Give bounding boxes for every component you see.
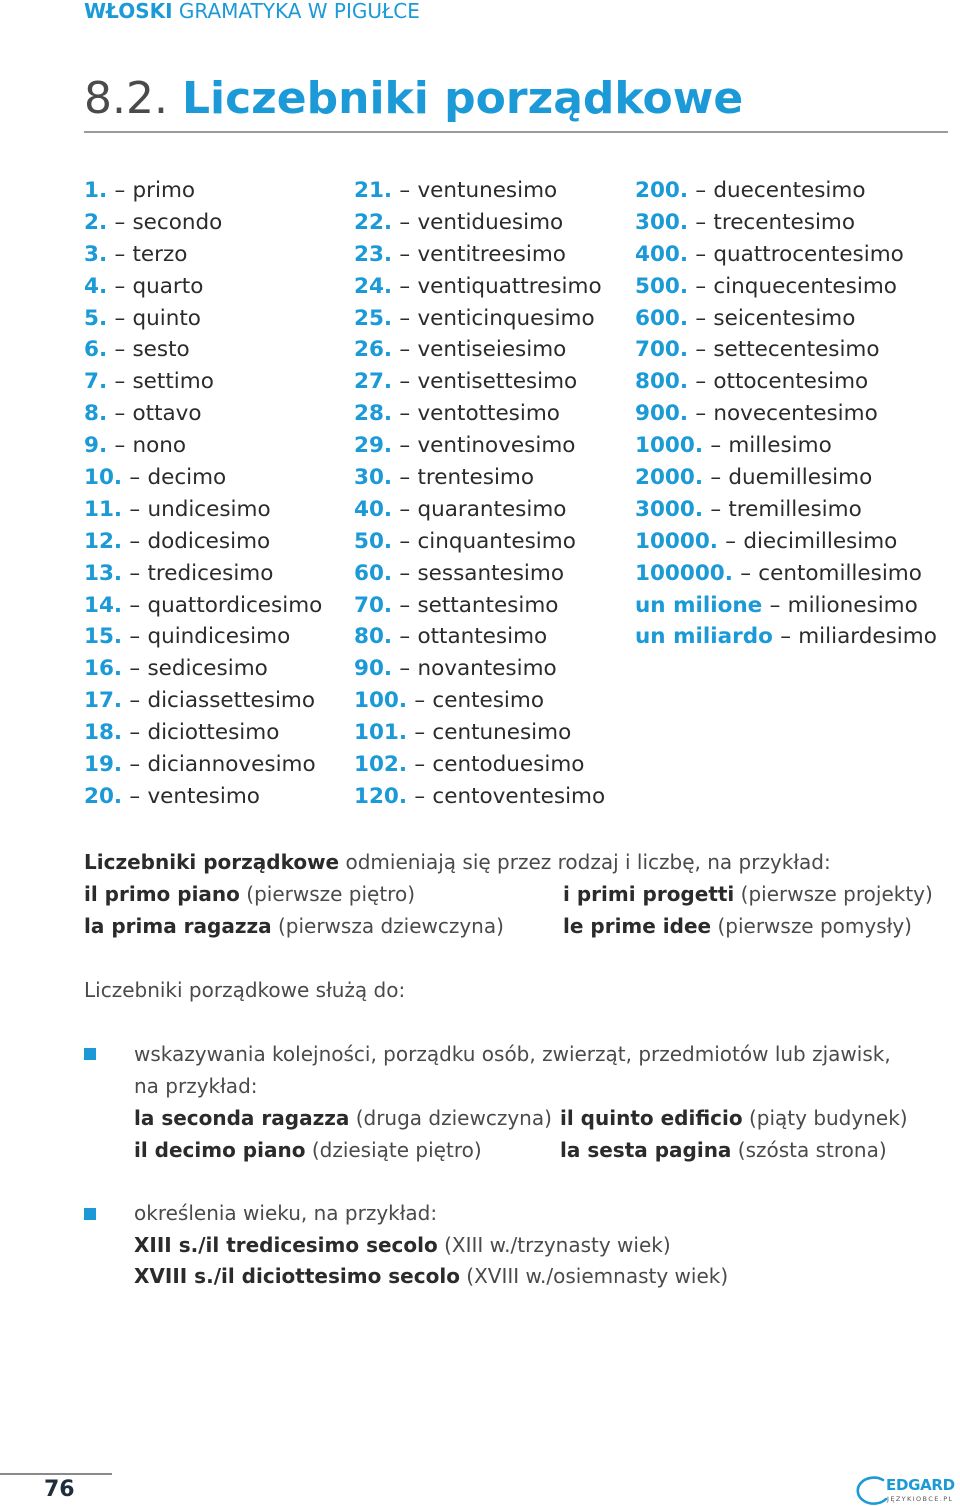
ordinal-row xyxy=(354,717,605,749)
ordinal-dash: – xyxy=(414,752,426,778)
example-polish: (dziesiąte piętro) xyxy=(311,1138,482,1162)
example-italian: la sesta pagina xyxy=(560,1138,732,1162)
ordinal-row xyxy=(354,239,605,271)
ordinal-word: settecentesimo xyxy=(713,337,880,363)
ordinal-row xyxy=(635,271,937,303)
ordinal-column-3 xyxy=(635,175,937,653)
square-bullet-icon xyxy=(84,1208,96,1220)
ordinal-dash: – xyxy=(695,273,707,299)
ordinal-word: cinquantesimo xyxy=(417,528,576,554)
ordinal-word: ventinovesimo xyxy=(417,433,576,459)
ordinal-word: milionesimo xyxy=(787,592,918,618)
ordinal-dash: – xyxy=(129,624,141,650)
usage-intro: Liczebniki porządkowe służą do: xyxy=(84,978,406,1002)
ordinal-number: 8. xyxy=(84,401,108,427)
footer-divider xyxy=(0,1473,112,1475)
ordinal-row xyxy=(635,462,937,494)
ordinal-dash: – xyxy=(399,433,411,459)
ordinal-number: 4. xyxy=(84,273,108,299)
ordinal-row xyxy=(84,398,322,430)
ordinal-word: ottocentesimo xyxy=(713,369,869,395)
example xyxy=(134,1261,728,1293)
ordinal-dash: – xyxy=(114,433,126,459)
ordinal-dash: – xyxy=(695,401,707,427)
ordinal-number: 15. xyxy=(84,624,123,650)
ordinal-number: 3. xyxy=(84,241,108,267)
ordinal-number: 21. xyxy=(354,178,393,203)
ordinal-number: 2000. xyxy=(635,465,704,491)
publisher-logo xyxy=(850,1475,960,1506)
ordinal-row xyxy=(635,398,937,430)
ordinal-number: 3000. xyxy=(635,496,704,522)
ordinal-dash: – xyxy=(129,656,141,682)
ordinal-dash: – xyxy=(399,241,411,267)
example xyxy=(560,1102,908,1134)
ordinal-number: 18. xyxy=(84,720,123,746)
ordinal-dash: – xyxy=(129,720,141,746)
ordinal-number: 7. xyxy=(84,369,108,395)
ordinal-word: ventesimo xyxy=(147,783,260,809)
example-polish: (pierwsza dziewczyna) xyxy=(277,914,504,938)
example-italian: il decimo piano xyxy=(134,1138,306,1162)
ordinal-row xyxy=(354,398,605,430)
ordinal-dash: – xyxy=(114,209,126,235)
ordinal-row xyxy=(354,366,605,398)
ordinal-word: centoventesimo xyxy=(432,783,606,809)
intro-text: odmieniają się przez rodzaj i liczbę, na przykład: xyxy=(345,850,831,874)
ordinal-dash: – xyxy=(399,592,411,618)
ordinal-number: 16. xyxy=(84,656,123,682)
ordinal-word: settimo xyxy=(132,369,214,395)
ordinal-row xyxy=(635,207,937,239)
ordinal-dash: – xyxy=(710,465,722,491)
ordinal-row xyxy=(84,749,322,781)
declension-intro xyxy=(84,846,933,878)
chapter-number: 8.2. xyxy=(84,73,168,124)
intro-term: Liczebniki porządkowe xyxy=(84,850,340,874)
ordinal-row xyxy=(354,303,605,335)
ordinal-number: 300. xyxy=(635,209,689,235)
ordinal-row xyxy=(635,621,937,653)
ordinal-dash: – xyxy=(780,624,791,650)
ordinal-word: ventiquattresimo xyxy=(417,273,602,299)
ordinal-number: 100000. xyxy=(635,560,733,586)
ordinal-row xyxy=(84,366,322,398)
bullet-body xyxy=(134,1198,728,1293)
running-header xyxy=(84,0,420,23)
ordinal-dash: – xyxy=(114,369,126,395)
ordinal-row xyxy=(84,590,322,622)
ordinal-word: tredicesimo xyxy=(147,560,274,586)
page-number: 76 xyxy=(44,1477,75,1502)
ordinal-number: un miliardo xyxy=(635,624,773,650)
ordinal-dash: – xyxy=(129,528,141,554)
ordinal-row xyxy=(354,175,605,207)
ordinal-number: 400. xyxy=(635,241,689,267)
ordinal-word: ottavo xyxy=(132,401,202,427)
ordinal-row xyxy=(84,462,322,494)
ordinal-number: 9. xyxy=(84,433,108,459)
example-italian: XIII s./il tredicesimo secolo xyxy=(134,1232,438,1257)
ordinal-word: nono xyxy=(132,433,187,459)
ordinal-word: ventiduesimo xyxy=(417,209,564,235)
ordinal-number: 900. xyxy=(635,401,689,427)
ordinal-row xyxy=(84,239,322,271)
ordinal-dash: – xyxy=(114,241,126,267)
ordinal-word: ventiseiesimo xyxy=(417,337,567,363)
ordinal-number: 700. xyxy=(635,337,689,363)
ordinal-dash: – xyxy=(710,496,722,522)
ordinal-dash: – xyxy=(129,688,141,714)
ordinal-dash: – xyxy=(129,465,141,491)
ordinal-dash: – xyxy=(399,401,411,427)
ordinal-dash: – xyxy=(399,624,411,650)
ordinal-row xyxy=(84,207,322,239)
example xyxy=(134,1230,728,1262)
ordinal-number: 800. xyxy=(635,369,689,395)
ordinal-number: 10. xyxy=(84,465,123,491)
ordinal-number: 20. xyxy=(84,783,123,809)
ordinal-dash: – xyxy=(114,178,126,203)
ordinal-dash: – xyxy=(695,241,707,267)
ordinal-word: millesimo xyxy=(728,433,832,459)
ordinal-row xyxy=(354,749,605,781)
ordinal-word: novantesimo xyxy=(417,656,557,682)
example-polish: (piąty budynek) xyxy=(748,1106,908,1130)
logo-brand: EDGARD xyxy=(886,1476,955,1494)
example-polish: (XIII w./trzynasty wiek) xyxy=(444,1232,671,1257)
ordinal-number: 102. xyxy=(354,752,408,778)
ordinal-number: 12. xyxy=(84,528,123,554)
ordinal-number: 19. xyxy=(84,752,123,778)
ordinal-word: novecentesimo xyxy=(713,401,878,427)
ordinal-dash: – xyxy=(129,496,141,522)
bullet-text-line: wskazywania kolejności, porządku osób, zwierząt, przedmiotów lub zjawisk, xyxy=(134,1042,891,1066)
ordinal-dash: – xyxy=(710,433,722,459)
ordinal-row xyxy=(84,430,322,462)
ordinal-dash: – xyxy=(114,273,126,299)
ordinal-row xyxy=(635,494,937,526)
ordinal-row xyxy=(354,494,605,526)
ordinal-word: settantesimo xyxy=(417,592,559,618)
ordinal-dash: – xyxy=(129,560,141,586)
ordinal-number: 30. xyxy=(354,465,393,491)
example-italian: la prima ragazza xyxy=(84,914,272,938)
ordinal-dash: – xyxy=(695,209,707,235)
ordinal-number: 101. xyxy=(354,720,408,746)
ordinal-number: 13. xyxy=(84,560,123,586)
ordinal-word: centoduesimo xyxy=(432,752,585,778)
ordinal-word: quarto xyxy=(132,273,204,299)
ordinal-word: decimo xyxy=(147,465,227,491)
ordinal-dash: – xyxy=(399,369,411,395)
example-row xyxy=(134,1102,908,1134)
example-italian: XVIII s./il diciottesimo secolo xyxy=(134,1264,460,1288)
ordinal-row xyxy=(354,653,605,685)
ordinal-word: quinto xyxy=(132,305,201,331)
ordinal-word: duemillesimo xyxy=(728,465,873,491)
ordinal-row xyxy=(84,685,322,717)
ordinal-word: undicesimo xyxy=(147,496,271,522)
ordinal-number: 29. xyxy=(354,433,393,459)
ordinal-dash: – xyxy=(414,783,426,809)
ordinal-dash: – xyxy=(114,305,126,331)
ordinal-row xyxy=(84,175,322,207)
example xyxy=(134,1102,560,1134)
chapter-heading xyxy=(84,73,743,125)
example-polish: (pierwsze projekty) xyxy=(740,882,933,906)
ordinal-dash: – xyxy=(399,305,411,331)
example-italian: le prime idee xyxy=(563,914,712,938)
example xyxy=(563,878,933,910)
ordinal-row xyxy=(354,685,605,717)
ordinal-row xyxy=(84,334,322,366)
ordinal-number: 120. xyxy=(354,783,408,809)
ordinal-row xyxy=(635,366,937,398)
ordinal-row xyxy=(354,334,605,366)
ordinal-number: 90. xyxy=(354,656,393,682)
ordinal-row xyxy=(635,590,937,622)
example xyxy=(134,1134,560,1166)
ordinal-row xyxy=(635,430,937,462)
ordinal-dash: – xyxy=(769,592,781,618)
ordinal-number: 17. xyxy=(84,688,123,714)
ordinal-number: 40. xyxy=(354,496,393,522)
example-row xyxy=(84,910,933,942)
ordinal-dash: – xyxy=(129,752,141,778)
ordinal-word: quattrocentesimo xyxy=(713,241,904,267)
ordinal-word: trecentesimo xyxy=(713,209,856,235)
example-italian: il primo piano xyxy=(84,882,240,906)
ordinal-row xyxy=(354,781,605,813)
ordinal-row xyxy=(354,430,605,462)
ordinal-word: secondo xyxy=(132,209,223,235)
header-series: GRAMATYKA W PIGUŁCE xyxy=(178,0,420,23)
ordinal-row xyxy=(635,303,937,335)
ordinal-dash: – xyxy=(114,401,126,427)
ordinal-word: ventitreesimo xyxy=(417,241,566,267)
ordinal-dash: – xyxy=(414,720,426,746)
ordinal-dash: – xyxy=(725,528,737,554)
ordinal-word: ventottesimo xyxy=(417,401,560,427)
ordinal-dash: – xyxy=(399,273,411,299)
ordinal-row xyxy=(84,303,322,335)
ordinal-word: ventisettesimo xyxy=(417,369,578,395)
ordinal-number: 50. xyxy=(354,528,393,554)
example-row xyxy=(134,1134,908,1166)
ordinal-dash: – xyxy=(399,178,411,203)
ordinal-row xyxy=(84,271,322,303)
example-italian: i primi progetti xyxy=(563,882,735,906)
ordinal-word: quattordicesimo xyxy=(147,592,323,618)
ordinal-row xyxy=(635,334,937,366)
ordinal-word: quindicesimo xyxy=(147,624,291,650)
edgard-swoosh-icon xyxy=(850,1475,890,1506)
example xyxy=(84,878,563,910)
ordinal-dash: – xyxy=(740,560,751,586)
ordinal-row xyxy=(84,717,322,749)
ordinal-number: 1000. xyxy=(635,433,704,459)
ordinal-number: 100. xyxy=(354,688,408,714)
ordinal-word: seicentesimo xyxy=(713,305,856,331)
ordinal-word: diecimillesimo xyxy=(743,528,898,554)
ordinal-number: 500. xyxy=(635,273,689,299)
ordinal-number: 27. xyxy=(354,369,393,395)
ordinal-word: diciassettesimo xyxy=(147,688,316,714)
ordinal-dash: – xyxy=(414,688,426,714)
ordinal-word: terzo xyxy=(132,241,188,267)
ordinal-number: 10000. xyxy=(635,528,718,554)
ordinal-word: sesto xyxy=(132,337,190,363)
ordinal-dash: – xyxy=(399,337,411,363)
example xyxy=(563,910,912,942)
ordinal-number: 80. xyxy=(354,624,393,650)
ordinal-row xyxy=(354,621,605,653)
ordinal-row xyxy=(635,558,937,590)
bullet-body xyxy=(134,1038,908,1166)
ordinal-word: ottantesimo xyxy=(417,624,548,650)
ordinal-row xyxy=(84,494,322,526)
ordinal-word: centomillesimo xyxy=(758,560,922,586)
ordinal-column-2 xyxy=(354,175,605,813)
ordinal-dash: – xyxy=(129,783,141,809)
ordinal-dash: – xyxy=(399,496,411,522)
logo-domain: JĘZYKIOBCE.PL xyxy=(887,1495,954,1503)
ordinal-row xyxy=(354,526,605,558)
example xyxy=(560,1134,887,1166)
ordinal-number: 6. xyxy=(84,337,108,363)
ordinal-dash: – xyxy=(399,560,411,586)
ordinal-number: 11. xyxy=(84,496,123,522)
ordinal-word: miliardesimo xyxy=(798,624,937,650)
ordinal-number: 26. xyxy=(354,337,393,363)
ordinal-word: cinquecentesimo xyxy=(713,273,897,299)
ordinal-number: 2. xyxy=(84,209,108,235)
ordinal-row xyxy=(354,558,605,590)
ordinal-word: dodicesimo xyxy=(147,528,271,554)
square-bullet-icon xyxy=(84,1048,96,1060)
ordinal-row xyxy=(84,781,322,813)
ordinal-number: 600. xyxy=(635,305,689,331)
ordinal-word: venticinquesimo xyxy=(417,305,595,331)
ordinal-word: centunesimo xyxy=(432,720,572,746)
ordinal-number: un milione xyxy=(635,592,763,618)
bullet-text-line: na przykład: xyxy=(134,1074,258,1098)
ordinal-number: 200. xyxy=(635,178,689,203)
ordinal-row xyxy=(354,271,605,303)
declension-section xyxy=(84,846,933,942)
ordinal-word: centesimo xyxy=(432,688,544,714)
ordinal-number: 25. xyxy=(354,305,393,331)
ordinal-row xyxy=(84,526,322,558)
example-polish: (pierwsze pomysły) xyxy=(717,914,912,938)
ordinal-number: 60. xyxy=(354,560,393,586)
ordinal-number: 28. xyxy=(354,401,393,427)
chapter-title: Liczebniki porządkowe xyxy=(181,73,744,124)
ordinal-word: trentesimo xyxy=(417,465,535,491)
example-row xyxy=(84,878,933,910)
ordinal-number: 5. xyxy=(84,305,108,331)
ordinal-word: sedicesimo xyxy=(147,656,268,682)
ordinal-word: quarantesimo xyxy=(417,496,567,522)
ordinal-row xyxy=(354,590,605,622)
ordinal-dash: – xyxy=(695,369,707,395)
ordinal-row xyxy=(84,653,322,685)
ordinal-word: sessantesimo xyxy=(417,560,565,586)
ordinal-dash: – xyxy=(695,337,707,363)
example-polish: (XVIII w./osiemnasty wiek) xyxy=(466,1264,729,1288)
example-italian: la seconda ragazza xyxy=(134,1106,350,1130)
ordinal-column-1 xyxy=(84,175,322,813)
ordinal-row xyxy=(84,558,322,590)
title-divider xyxy=(84,131,948,133)
ordinal-dash: – xyxy=(399,528,411,554)
header-language: WŁOSKI xyxy=(84,0,173,23)
ordinal-row xyxy=(635,175,937,207)
ordinal-number: 1. xyxy=(84,178,108,203)
ordinal-dash: – xyxy=(399,209,411,235)
ordinal-dash: – xyxy=(695,305,707,331)
ordinal-row xyxy=(354,462,605,494)
ordinal-dash: – xyxy=(695,178,707,203)
ordinal-number: 24. xyxy=(354,273,393,299)
ordinal-number: 14. xyxy=(84,592,123,618)
ordinal-word: tremillesimo xyxy=(728,496,862,522)
example-italian: il quinto edificio xyxy=(560,1106,743,1130)
example-polish: (pierwsze piętro) xyxy=(246,882,416,906)
example-polish: (szósta strona) xyxy=(737,1138,887,1162)
bullet-text-line: określenia wieku, na przykład: xyxy=(134,1201,438,1225)
ordinal-row xyxy=(635,526,937,558)
ordinal-dash: – xyxy=(399,656,411,682)
ordinal-word: duecentesimo xyxy=(713,178,866,203)
ordinal-number: 23. xyxy=(354,241,393,267)
ordinal-number: 70. xyxy=(354,592,393,618)
ordinal-row xyxy=(84,621,322,653)
example xyxy=(84,910,563,942)
ordinal-dash: – xyxy=(129,592,141,618)
ordinal-row xyxy=(635,239,937,271)
ordinal-number: 22. xyxy=(354,209,393,235)
example-polish: (druga dziewczyna) xyxy=(355,1106,552,1130)
ordinal-dash: – xyxy=(114,337,126,363)
ordinal-word: ventunesimo xyxy=(417,178,558,203)
ordinal-word: diciottesimo xyxy=(147,720,280,746)
ordinal-word: primo xyxy=(132,178,196,203)
ordinal-word: diciannovesimo xyxy=(147,752,316,778)
ordinal-dash: – xyxy=(399,465,411,491)
ordinal-row xyxy=(354,207,605,239)
